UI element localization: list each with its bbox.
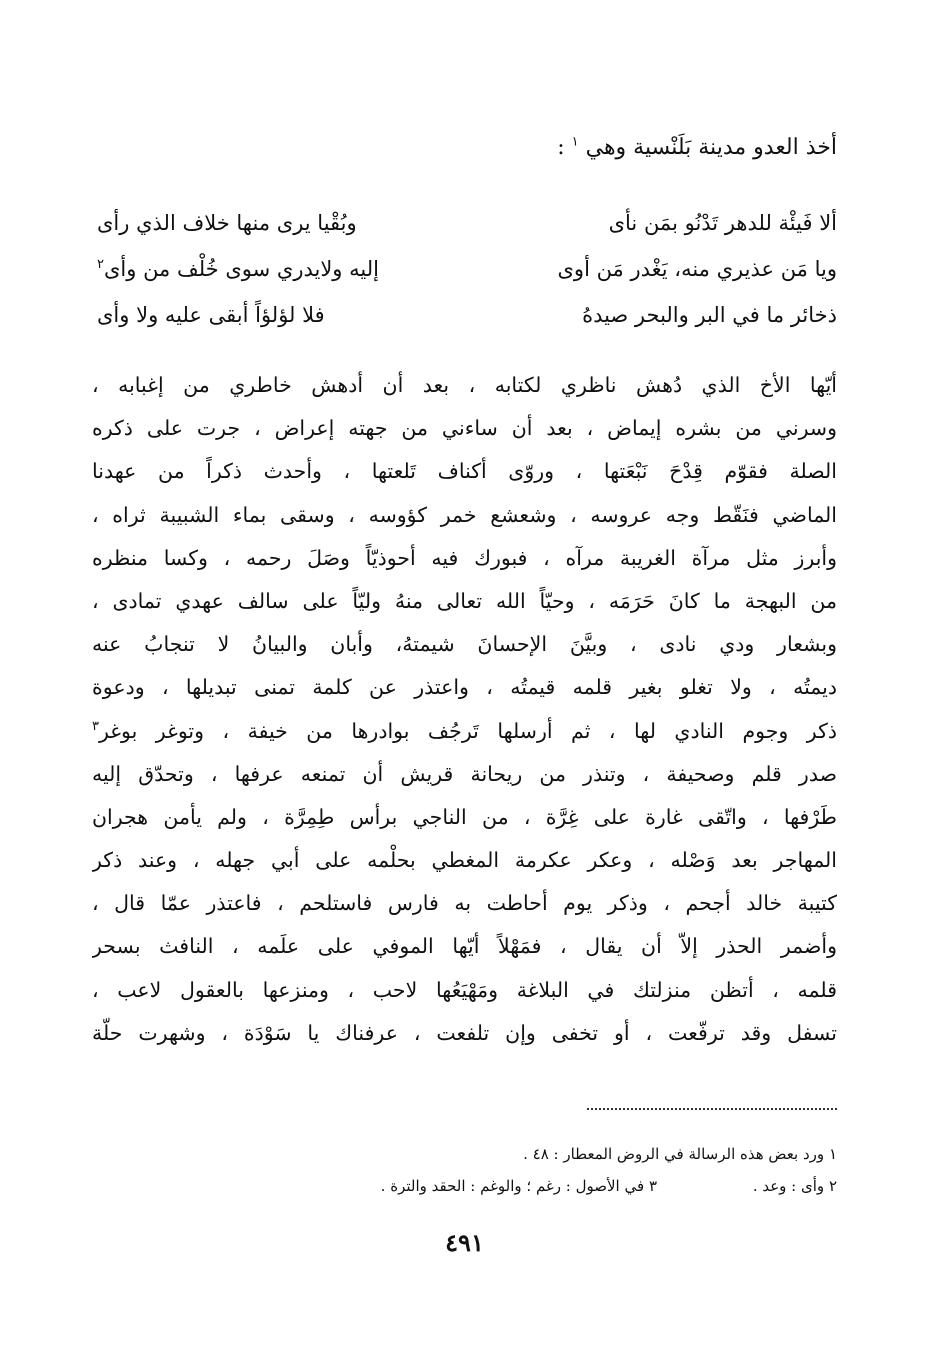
verse-second-hemistich: وبُقْيا يرى منها خلاف الذي رأى [97, 211, 357, 235]
prose-line: أيّها الأخ الذي دُهش ناظري لكتابه ، بعد أن أدهش خاطري من إغبابه ، [92, 373, 837, 397]
prose-line: وأبرز مثل مرآة الغريبة مرآه ، فبورك فيه أحوذيّاً وصَلَ رحمه ، وكسا منظره [92, 545, 837, 570]
footnote-ref-2: ٢ [97, 257, 104, 272]
footnotes [92, 1138, 837, 1202]
footnote-ref-3: ٣ [92, 718, 99, 734]
prose-line: قلمه ، أتظن منزلتك في البلاغة ومَهْيَعُها لاحب ، ومنزعها بالعقول لاعب ، [92, 977, 837, 1002]
intro-colon: : [557, 135, 565, 160]
prose-line: طَرْفها ، واتّقى غارة على غِرَّة ، من الناجي برأس طِمِرَّة ، ولم يأمن هجران [92, 804, 837, 829]
verse-row [97, 200, 837, 246]
page-number: ٤٩١ [445, 1228, 484, 1257]
intro-line [137, 128, 837, 168]
prose-line: الماضي فنَقّط وجه عروسه ، وشعشع خمر كؤوسه ، وسقى بماء الشبيبة ثراه ، [92, 502, 837, 527]
prose-line: تسفل وقد ترفّعت ، أو تخفى وإن تلفعت ، عرفناك يا سَوْدَة ، وشهرت حلّة [92, 1020, 837, 1045]
prose-line: من البهجة ما كانَ حَرَمَه ، وحيّاً الله تعالى منهُ وليّاً على سالف عهدي تمادى ، [92, 588, 837, 613]
intro-text: أخذ العدو مدينة بَلَنْسية وهي [585, 135, 837, 160]
verse-first-hemistich: ذخائر ما في البر والبحر صيدهُ [582, 303, 837, 327]
footnote-2: ٢ وأى : وعد . [752, 1177, 837, 1195]
footnote-row [92, 1170, 837, 1202]
prose-line: المهاجر بعد وَصْله ، وعكر عكرمة المغطي بحلْمه على أبي جهله ، وعند ذكر [92, 848, 837, 873]
footnote-3: ٣ في الأصول : رغم ؛ والوغم : الحقد والترة . [380, 1177, 657, 1195]
footnote-ref-1: ١ [571, 134, 579, 150]
prose-body [92, 364, 837, 1055]
prose-line-with-note [92, 710, 837, 753]
prose-line: وأضمر الحذر إلاّ أن يقال ، فمَهْلاً أيّها الموفي على علَمه ، النافث بسحر [92, 934, 837, 959]
verse-row [97, 292, 837, 338]
prose-line: ديمتُه ، ولا تغلو بغير قلمه قيمتُه ، واعتذر عن كلمة تمنى تبديلها ، ودعوة [92, 675, 837, 700]
prose-text: ذكر وجوم النادي لها ، ثم أرسلها تَرجُف بوادرها من خيفة ، وتوغر بوغر [98, 718, 837, 743]
prose-line: وسرني من بشره إيماض ، بعد أن ساءني من جهته إعراض ، جرت على ذكره [92, 416, 837, 441]
verse-second-hemistich [97, 257, 437, 281]
verse-text: إليه ولايدري سوى خُلْف من وأى [103, 257, 379, 281]
prose-line: وبشعار ودي نادى ، وبيَّنَ الإحسانَ شيمتهُ، وأبان والبيانُ لا تنجابُ عنه [92, 632, 837, 657]
poem-verses [97, 200, 837, 338]
verse-row [97, 246, 837, 292]
footnote-1: ١ ورد بعض هذه الرسالة في الروض المعطار : ٤٨ . [523, 1145, 837, 1163]
verse-first-hemistich: ألا فَيئْة للدهر تَدْنُو بمَن نأى [608, 211, 837, 235]
verse-first-hemistich: ويا مَن عذيري منه، يَغْدر مَن أوى [557, 257, 837, 281]
prose-line: كتيبة خالد أجحم ، وذكر يوم أحاطت به فارس فاستلحم ، فاعتذر عمّا قال ، [92, 891, 837, 916]
verse-second-hemistich: فلا لؤلؤاً أبقى عليه ولا وأى [97, 303, 325, 327]
prose-line: الصلة فقوّم قِدْحَ نَبْعَتها ، وروّى أكناف تَلعتها ، وأحدث ذكراً من عهدنا [92, 459, 837, 484]
footnote-separator [587, 1108, 837, 1110]
prose-line: صدر قلم وصحيفة ، وتنذر من ريحانة قريش أن تمنعه عرفها ، وتحدّق إليه [92, 761, 837, 786]
